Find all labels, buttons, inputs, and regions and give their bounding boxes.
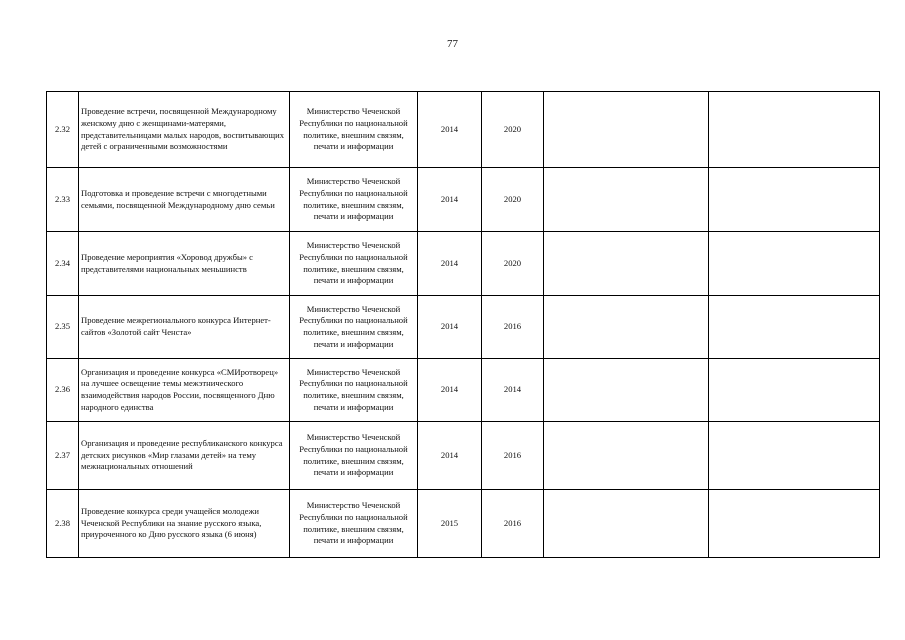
executor: Министерство Чеченской Республики по национальной политике, внешним связям, печати и информации [290, 359, 418, 422]
start-year: 2014 [418, 168, 482, 232]
end-year: 2020 [482, 232, 544, 296]
executor: Министерство Чеченской Республики по национальной политике, внешним связям, печати и информации [290, 422, 418, 490]
start-year: 2015 [418, 490, 482, 558]
executor: Министерство Чеченской Республики по национальной политике, внешним связям, печати и информации [290, 296, 418, 359]
empty-cell [709, 359, 880, 422]
end-year: 2020 [482, 168, 544, 232]
activity-name: Проведение конкурса среди учащейся молодежи Чеченской Республики на знание русского языка, приуроченного ко Дню русского языка (6 июня) [79, 490, 290, 558]
table-row [47, 232, 880, 296]
activity-name: Проведение межрегионального конкурса Интернет-сайтов «Золотой сайт Ченста» [79, 296, 290, 359]
page-number: 77 [447, 38, 458, 50]
empty-cell [544, 92, 709, 168]
empty-cell [544, 296, 709, 359]
row-number: 2.36 [47, 359, 79, 422]
start-year: 2014 [418, 232, 482, 296]
empty-cell [544, 168, 709, 232]
row-number: 2.33 [47, 168, 79, 232]
empty-cell [709, 296, 880, 359]
row-number: 2.32 [47, 92, 79, 168]
empty-cell [709, 422, 880, 490]
executor: Министерство Чеченской Республики по национальной политике, внешним связям, печати и информации [290, 232, 418, 296]
activity-name: Организация и проведение конкурса «СМИротворец» на лучшее освещение темы межэтнического взаимодействия народов России, посвященного Дню народного единства [79, 359, 290, 422]
activity-name: Проведение мероприятия «Хоровод дружбы» с представителями национальных меньшинств [79, 232, 290, 296]
table-row [47, 92, 880, 168]
activity-name: Подготовка и проведение встречи с многодетными семьями, посвященной Международному дню семьи [79, 168, 290, 232]
row-number: 2.34 [47, 232, 79, 296]
end-year: 2016 [482, 296, 544, 359]
end-year: 2016 [482, 422, 544, 490]
table-row [47, 168, 880, 232]
table-row [47, 422, 880, 490]
executor: Министерство Чеченской Республики по национальной политике, внешним связям, печати и информации [290, 92, 418, 168]
start-year: 2014 [418, 296, 482, 359]
empty-cell [709, 92, 880, 168]
empty-cell [709, 168, 880, 232]
activity-name: Проведение встречи, посвященной Международному женскому дню с женщинами-матерями, представительницами малых народов, воспитывающих детей с ограниченными возможностями [79, 92, 290, 168]
executor: Министерство Чеченской Республики по национальной политике, внешним связям, печати и информации [290, 490, 418, 558]
start-year: 2014 [418, 422, 482, 490]
row-number: 2.37 [47, 422, 79, 490]
row-number: 2.35 [47, 296, 79, 359]
table-row [47, 296, 880, 359]
empty-cell [709, 232, 880, 296]
activity-plan-table [46, 91, 880, 558]
empty-cell [709, 490, 880, 558]
executor: Министерство Чеченской Республики по национальной политике, внешним связям, печати и информации [290, 168, 418, 232]
start-year: 2014 [418, 92, 482, 168]
start-year: 2014 [418, 359, 482, 422]
table-row [47, 359, 880, 422]
empty-cell [544, 490, 709, 558]
row-number: 2.38 [47, 490, 79, 558]
empty-cell [544, 359, 709, 422]
activity-name: Организация и проведение республиканского конкурса детских рисунков «Мир глазами детей» на тему межнациональных отношений [79, 422, 290, 490]
table-row [47, 490, 880, 558]
empty-cell [544, 232, 709, 296]
end-year: 2014 [482, 359, 544, 422]
end-year: 2016 [482, 490, 544, 558]
end-year: 2020 [482, 92, 544, 168]
empty-cell [544, 422, 709, 490]
